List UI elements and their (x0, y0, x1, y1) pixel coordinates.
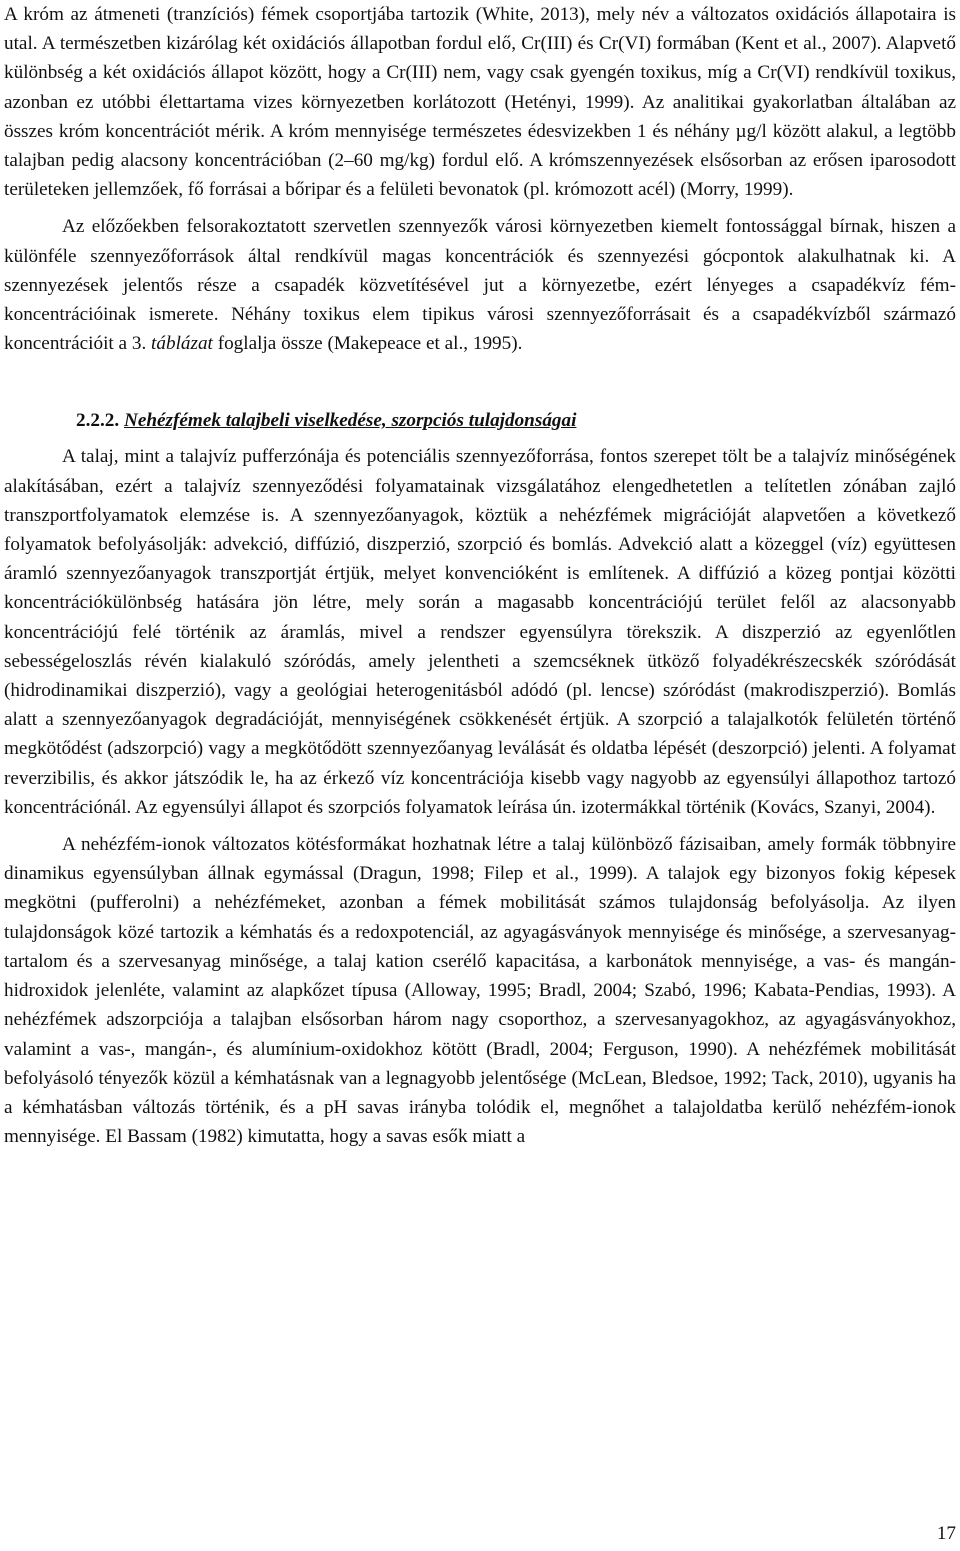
paragraph-text: Az előzőekben felsorakoztatott szervetlen szennyezők városi környezetben kiemelt fontossággal bírnak, hiszen a különféle szennyezőforrások által rendkívül magas koncentrációk és szennyezési gócpontok alakulhatnak ki. A szennyezések jelentős része a csapadék közvetítésével jut a környezetbe, ezért lényeges a csapadékvíz fém-koncentrációinak ismerete. Néhány toxikus elem tipikus városi szennyezőforrásait és a csapadékvízből származó koncentrációit a 3. (4, 216, 956, 355)
paragraph-chromium: A króm az átmeneti (tranzíciós) fémek csoportjába tartozik (White, 2013), mely név a változatos oxidációs állapotaira is utal. A természetben kizárólag két oxidációs állapotban fordul elő, Cr(III) és Cr(VI) formában (Kent et al., 2007). Alapvető különbség a két oxidációs állapot között, hogy a Cr(III) nem, vagy csak gyengén toxikus, míg a Cr(VI) rendkívül toxikus, azonban ez utóbbi élettartama vizes környezetben korlátozott (Hetényi, 1999). Az analitikai gyakorlatban általában az összes króm koncentrációt mérik. A króm mennyisége természetes édesvizekben 1 és néhány µg/l között alakul, a legtöbb talajban pedig alacsony koncentrációban (2–60 mg/kg) fordul elő. A krómszennyezések elsősorban az erősen iparosodott területeken jellemzőek, fő forrásai a bőripar és a felületi bevonatok (pl. krómozott acél) (Morry, 1999). (4, 4, 956, 201)
paragraph-urban-pollutants (4, 212, 956, 358)
document-page (4, 0, 956, 1151)
section-title: Nehézfémek talajbeli viselkedése, szorpciós tulajdonságai (123, 410, 577, 432)
paragraph-text: foglalja össze (Makepeace et al., 1995). (212, 333, 523, 355)
paragraph-soil-transport: A talaj, mint a talajvíz pufferzónája és potenciális szennyezőforrása, fontos szerepet tölt be a talajvíz minőségének alakításában, ezért a talajvíz szennyeződési folyamatainak vizsgálatához elengedhetetlen a telítetlen zónában zajló transzportfolyamatok elemzése is. A szennyezőanyagok, köztük a nehézfémek migrációját alapvetően a következő folyamatok befolyásolják: advekció, diffúzió, diszperzió, szorpció és bomlás. Advekció alatt a közeggel (víz) együttesen áramló szennyezőanyagok transzportját értjük, melyet konvencióként is említenek. A diffúzió a közeg pontjai közötti koncentrációkülönbség hatására jön létre, mely során a magasabb koncentrációjú terület felől az alacsonyabb koncentrációjú felé történik az áramlás, mivel a rendszer egyensúlyra törekszik. A diszperzió az egyenlőtlen sebességeloszlás révén kialakuló szóródás, amely jelentheti a szemcséknek ütköző folyadékrészecskék szóródását (hidrodinamikai diszperzió), vagy a geológiai heterogenitásból adódó (pl. lencse) szóródást (makrodiszperzió). Bomlás alatt a szennyezőanyagok degradációját, mennyiségének csökkenését értjük. A szorpció a talajalkotók felületén történő megkötődést (adszorpció) vagy a megkötődött szennyezőanyag leválását és oldatba lépését (deszorpció) jelenti. A folyamat reverzibilis, és akkor játszódik le, ha az érkező víz koncentrációja kisebb vagy nagyobb az egyensúlyi állapothoz tartozó koncentrációnál. Az egyensúlyi állapot és szorpciós folyamatok leírása ún. izotermákkal történik (Kovács, Szanyi, 2004). (4, 446, 956, 818)
table-reference: táblázat (151, 333, 213, 355)
section-number: 2.2.2. (76, 410, 120, 432)
paragraph-heavy-metal-ions: A nehézfém-ionok változatos kötésformákat hozhatnak létre a talaj különböző fázisaiban, amely formák többnyire dinamikus egyensúlyban állnak egymással (Dragun, 1998; Filep et al., 1999). A talajok egy bizonyos fokig képesek megkötni (pufferolni) a nehézfémeket, azonban a fémek mobilitását számos tulajdonság befolyásolja. Az ilyen tulajdonságok közé tartozik a kémhatás és a redoxpotenciál, az agyagásványok mennyisége és minősége, a szervesanyag-tartalom és a szervesanyag minősége, a talaj kation cserélő kapacitása, a karbonátok mennyisége, a vas- és mangán-hidroxidok jelenléte, valamint az alapkőzet típusa (Alloway, 1995; Bradl, 2004; Szabó, 1996; Kabata-Pendias, 1993). A nehézfémek adszorpciója a talajban elsősorban három nagy csoporthoz, a szervesanyagokhoz, az agyagásványokhoz, valamint a vas-, mangán-, és alumínium-oxidokhoz kötött (Bradl, 2004; Ferguson, 1990). A nehézfémek mobilitását befolyásoló tényezők közül a kémhatásnak van a legnagyobb jelentősége (McLean, Bledsoe, 1992; Tack, 2010), ugyanis ha a kémhatásban változás történik, és a pH savas irányba tolódik el, megnőhet a talajoldatba kerülő nehézfém-ionok mennyisége. El Bassam (1982) kimutatta, hogy a savas esők miatt a (4, 834, 956, 1148)
page-number: 17 (936, 1523, 956, 1544)
section-heading (4, 406, 956, 436)
